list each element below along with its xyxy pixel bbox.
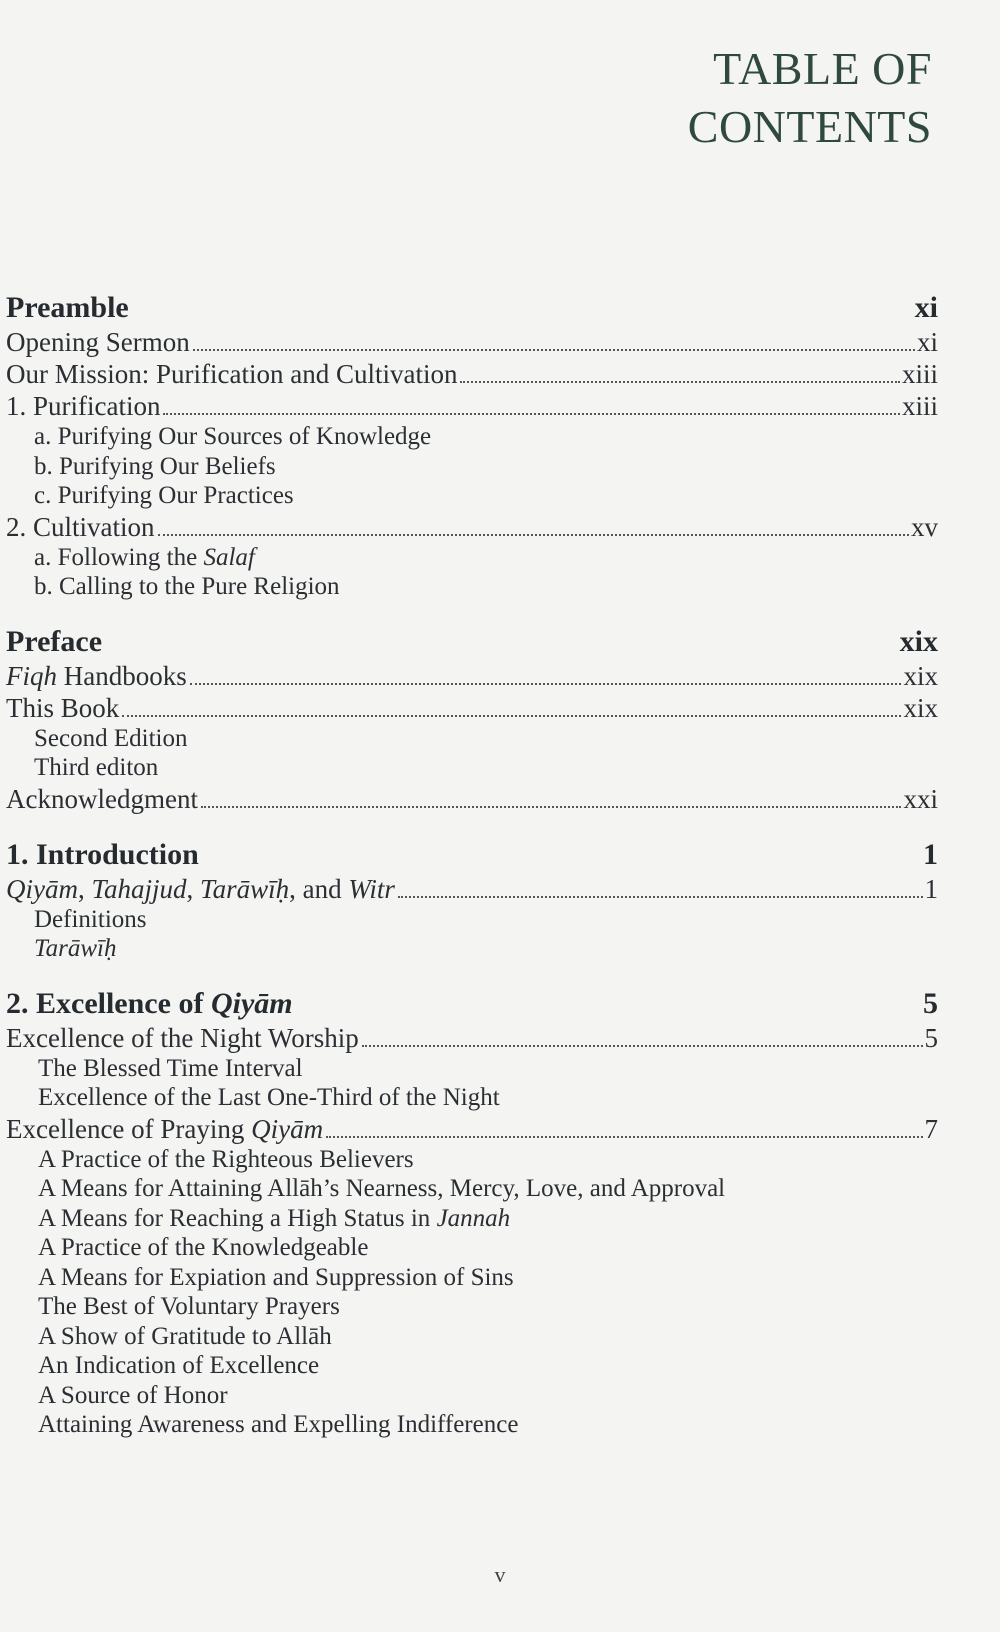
table-of-contents (6, 290, 938, 1462)
toc-subentry[interactable]: A Means for Reaching a High Status in Jannah (38, 1204, 511, 1232)
section-heading[interactable]: Preface xix (6, 624, 938, 658)
toc-entry[interactable]: 2. Cultivation xv (6, 511, 938, 542)
page-number: 1 (924, 873, 938, 904)
leader-dots (158, 534, 910, 536)
toc-subentry[interactable]: Excellence of the Last One-Third of the Night (38, 1084, 500, 1111)
toc-subentry[interactable]: A Means for Expiation and Suppression of Sins (38, 1263, 514, 1291)
toc-entry[interactable]: Our Mission: Purification and Cultivation xiii (6, 359, 938, 389)
page-folio: v (494, 1562, 506, 1587)
toc-entry[interactable]: Opening Sermon xi (6, 327, 938, 357)
leader-dots (460, 381, 900, 383)
toc-entry[interactable]: Fiqh Handbooks xix (6, 660, 938, 691)
leader-dots (190, 683, 902, 685)
page-number: xi (916, 327, 938, 357)
leader-dots (163, 413, 900, 415)
toc-subentry[interactable]: Second Edition (34, 724, 188, 752)
leader-dots (201, 806, 902, 808)
toc-subentry[interactable]: An Indication of Excellence (38, 1352, 320, 1379)
page-number: xxi (903, 783, 938, 814)
section-introduction (6, 837, 938, 964)
toc-entry[interactable]: Acknowledgment xxi (6, 783, 938, 814)
section-preamble (6, 290, 938, 602)
toc-subentry[interactable]: The Blessed Time Interval (38, 1054, 303, 1082)
page-number: xix (899, 624, 938, 658)
section-heading[interactable]: 2. Excellence of Qiyām 5 (6, 986, 938, 1020)
leader-dots (362, 1045, 923, 1047)
toc-subentry[interactable]: b. Purifying Our Beliefs (34, 452, 276, 480)
toc-subentry[interactable]: Tarāwīḥ (34, 935, 117, 962)
toc-subentry[interactable]: A Source of Honor (38, 1381, 228, 1409)
page-number: xix (903, 660, 938, 691)
toc-subentry[interactable]: A Means for Attaining Allāh’s Nearness, Mercy, Love, and Approval (38, 1175, 726, 1202)
page-number: 5 (924, 1022, 938, 1053)
toc-subentry[interactable]: Attaining Awareness and Expelling Indifference (38, 1411, 519, 1438)
page-number: 7 (924, 1113, 938, 1144)
toc-entry[interactable]: Qiyām, Tahajjud, Tarāwīḥ, and Witr 1 (6, 873, 938, 904)
toc-subentry[interactable]: Third editon (34, 754, 159, 781)
page-number: xiii (901, 391, 938, 421)
section-excellence (6, 986, 938, 1440)
leader-dots (193, 349, 915, 351)
title-line-2: CONTENTS (687, 101, 932, 152)
toc-subentry[interactable]: The Best of Voluntary Prayers (38, 1293, 340, 1320)
page-number: xix (903, 692, 938, 723)
toc-entry[interactable]: This Book xix (6, 692, 938, 723)
toc-entry[interactable]: Excellence of Praying Qiyām 7 (6, 1113, 938, 1144)
leader-dots (326, 1136, 922, 1138)
page-number: xv (911, 511, 938, 542)
section-heading[interactable]: Preamble xi (6, 291, 938, 324)
page-number: xiii (901, 359, 938, 389)
page-title (688, 40, 932, 156)
toc-subentry[interactable]: a. Following the Salaf (34, 543, 255, 571)
toc-entry[interactable]: 1. Purification xiii (6, 391, 938, 421)
toc-subentry[interactable]: A Practice of the Righteous Believers (38, 1145, 414, 1173)
page-number: 1 (923, 837, 938, 871)
toc-subentry[interactable]: A Show of Gratitude to Allāh (38, 1322, 332, 1350)
toc-subentry[interactable]: A Practice of the Knowledgeable (38, 1234, 369, 1261)
section-preface (6, 624, 938, 815)
toc-subentry[interactable]: c. Purifying Our Practices (34, 482, 294, 509)
leader-dots (398, 896, 923, 898)
section-heading[interactable]: 1. Introduction 1 (6, 837, 938, 871)
leader-dots (122, 715, 901, 717)
page-number: 5 (923, 986, 938, 1020)
toc-entry[interactable]: Excellence of the Night Worship 5 (6, 1022, 938, 1053)
page-number: xi (914, 291, 938, 324)
toc-subentry[interactable]: a. Purifying Our Sources of Knowledge (34, 423, 432, 450)
toc-subentry[interactable]: b. Calling to the Pure Religion (34, 573, 340, 600)
title-line-1: TABLE OF (713, 43, 932, 94)
toc-subentry[interactable]: Definitions (34, 905, 147, 933)
